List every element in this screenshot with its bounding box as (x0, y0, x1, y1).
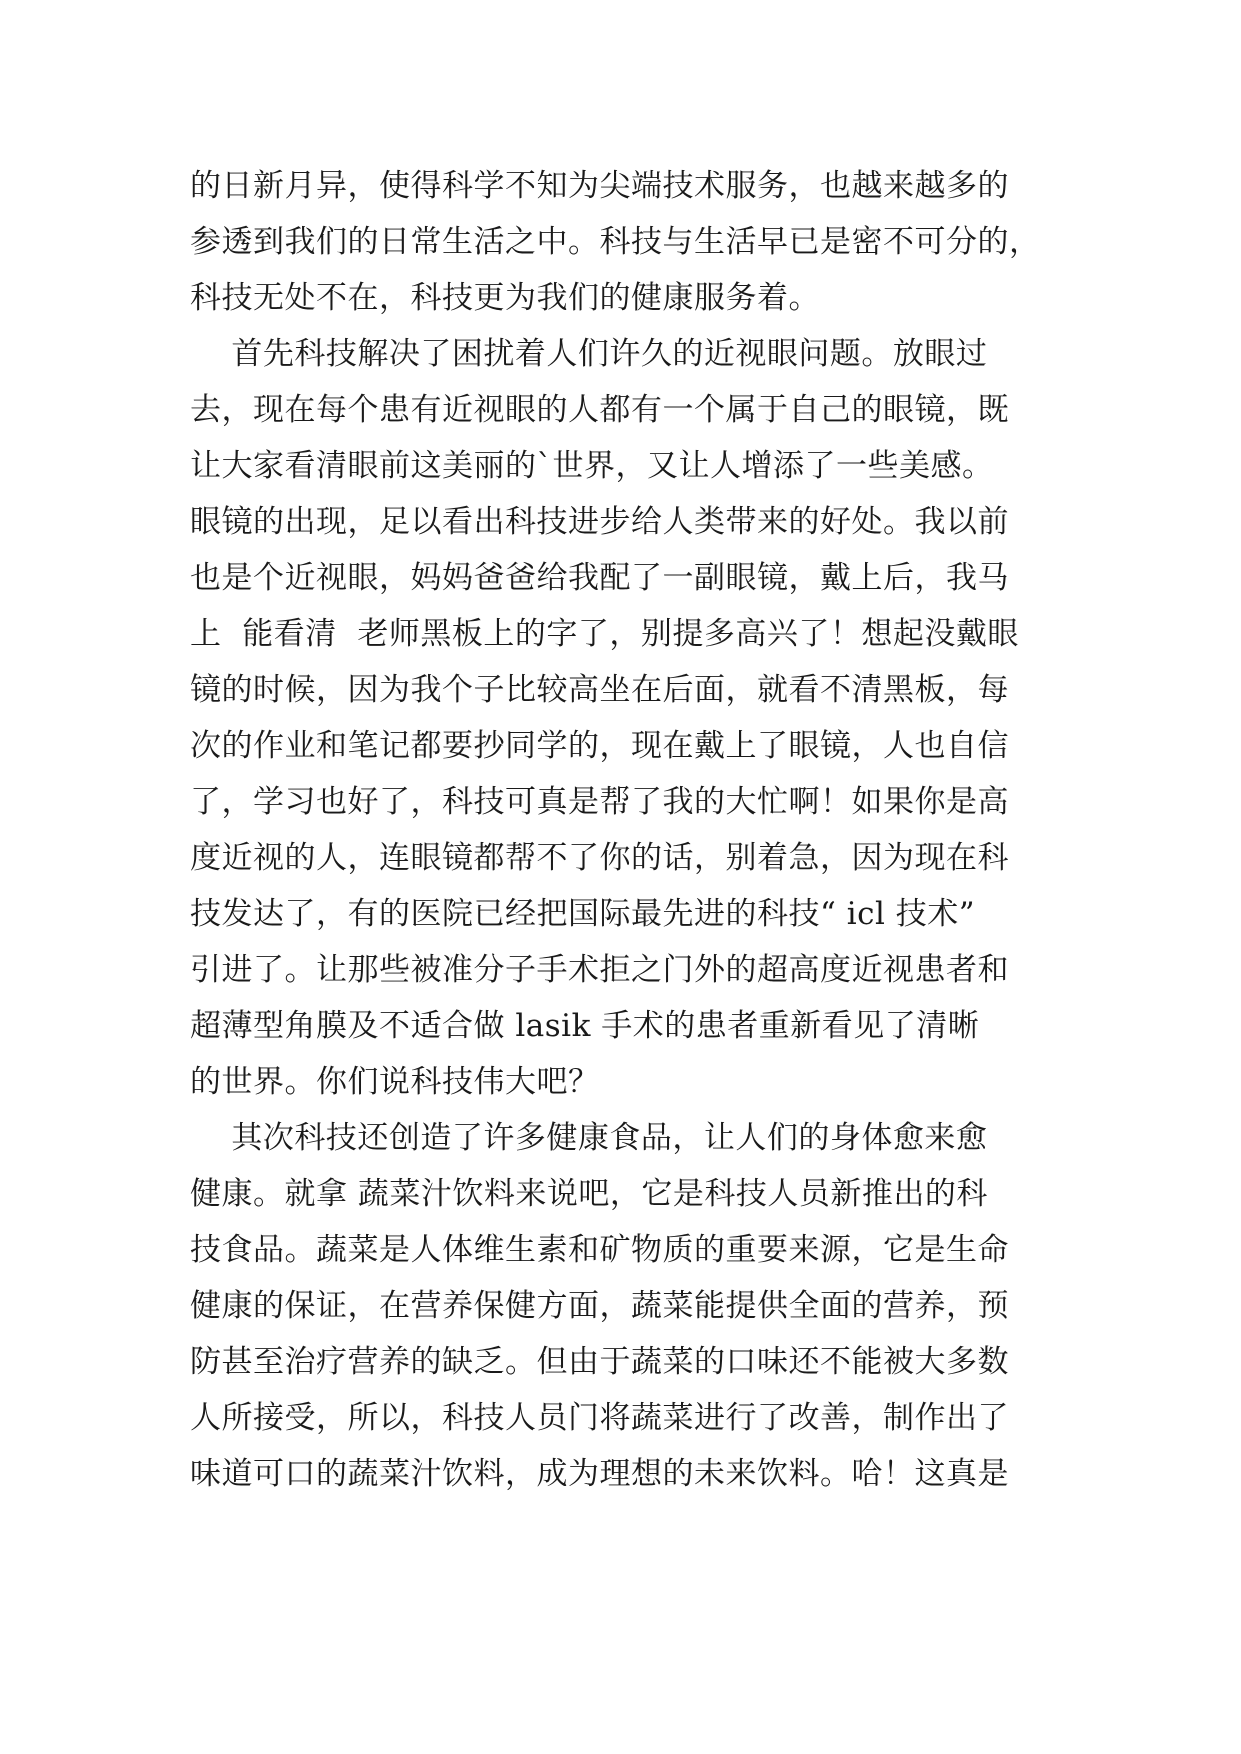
body-text (190, 158, 1090, 1502)
text-line: 度近视的人，连眼镜都帮不了你的话，别着急，因为现在科 (190, 840, 1009, 876)
text-line: 上 能看清 老师黑板上的字了，别提多高兴了！想起没戴眼 (190, 616, 1019, 652)
text-line: 味道可口的蔬菜汁饮料，成为理想的未来饮料。哈！这真是 (190, 1456, 1009, 1492)
text-line: 技发达了，有的医院已经把国际最先进的科技“ icl 技术” (190, 896, 976, 932)
text-line: 超薄型角膜及不适合做 lasik 手术的患者重新看见了清晰 (190, 1008, 980, 1044)
text-line: 首先科技解决了困扰着人们许久的近视眼问题。放眼过 (190, 336, 988, 372)
text-line: 技食品。蔬菜是人体维生素和矿物质的重要来源，它是生命 (190, 1232, 1009, 1268)
text-line: 参透到我们的日常生活之中。科技与生活早已是密不可分的， (190, 224, 1041, 260)
text-line: 引进了。让那些被准分子手术拒之门外的超高度近视患者和 (190, 952, 1009, 988)
text-line: 眼镜的出现，足以看出科技进步给人类带来的好处。我以前 (190, 504, 1009, 540)
text-line: 其次科技还创造了许多健康食品，让人们的身体愈来愈 (190, 1120, 988, 1156)
text-line: 的日新月异，使得科学不知为尖端技术服务，也越来越多的 (190, 168, 1009, 204)
text-line: 也是个近视眼，妈妈爸爸给我配了一副眼镜，戴上后，我马 (190, 560, 1009, 596)
text-line: 次的作业和笔记都要抄同学的，现在戴上了眼镜，人也自信 (190, 728, 1009, 764)
text-line: 的世界。你们说科技伟大吧？ (190, 1064, 600, 1100)
text-line: 去，现在每个患有近视眼的人都有一个属于自己的眼镜，既 (190, 392, 1009, 428)
text-line: 科技无处不在，科技更为我们的健康服务着。 (190, 280, 820, 316)
text-line: 防甚至治疗营养的缺乏。但由于蔬菜的口味还不能被大多数 (190, 1344, 1009, 1380)
text-line: 让大家看清眼前这美丽的`世界，又让人增添了一些美感。 (190, 448, 994, 484)
text-line: 镜的时候，因为我个子比较高坐在后面，就看不清黑板，每 (190, 672, 1009, 708)
text-line: 人所接受，所以，科技人员门将蔬菜进行了改善，制作出了 (190, 1400, 1009, 1436)
text-line: 健康的保证，在营养保健方面，蔬菜能提供全面的营养，预 (190, 1288, 1009, 1324)
text-line: 健康。就拿 蔬菜汁饮料来说吧，它是科技人员新推出的科 (190, 1176, 988, 1212)
text-line: 了，学习也好了，科技可真是帮了我的大忙啊！如果你是高 (190, 784, 1009, 820)
